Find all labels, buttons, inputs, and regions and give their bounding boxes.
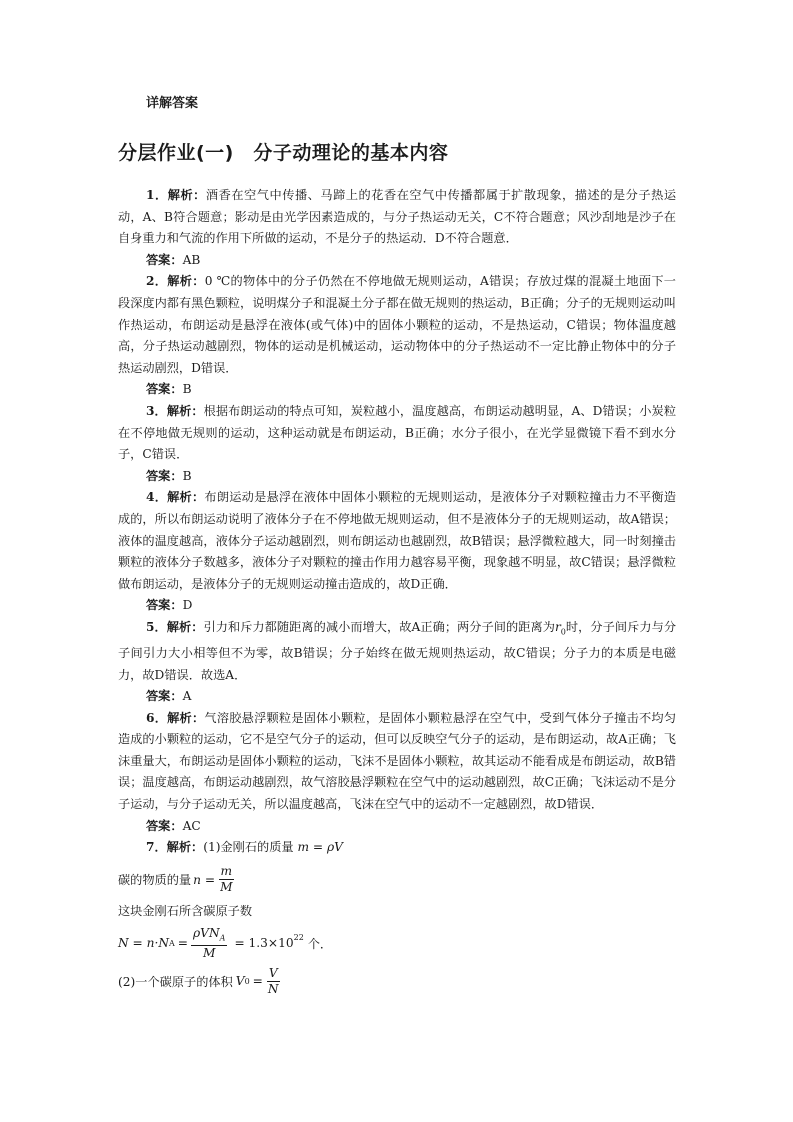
answer-label: 答案： xyxy=(146,598,183,613)
question-number: 5． xyxy=(146,619,167,634)
mole-text: 碳的物质的量 xyxy=(118,873,192,888)
analysis-label: 解析： xyxy=(167,490,205,505)
mass-formula: m = ρV xyxy=(297,840,343,855)
answer-value: B xyxy=(182,468,192,483)
count-result: = 1.3×10 xyxy=(234,936,294,951)
analysis-label: 解析： xyxy=(166,619,204,634)
solution-6 xyxy=(118,708,676,816)
count-numerator-text: ρVN xyxy=(193,925,220,940)
mole-numerator: m xyxy=(220,864,233,879)
mole-formula-line xyxy=(118,863,676,897)
question-number: 3． xyxy=(146,403,167,418)
atom-volume-fraction xyxy=(266,966,281,997)
question-number: 4． xyxy=(146,490,168,505)
answer-label: 答案： xyxy=(146,689,183,704)
question-number: 6． xyxy=(146,710,168,725)
analysis-label: 解析： xyxy=(166,403,204,418)
atom-volume-denominator: N xyxy=(267,981,279,996)
answer-label: 答案： xyxy=(146,818,183,833)
answer-3 xyxy=(146,466,676,488)
count-exponent: 22 xyxy=(293,932,304,942)
analysis-label: 解析： xyxy=(167,188,206,202)
count-denominator: M xyxy=(202,946,216,961)
part2-lhs: V xyxy=(235,974,245,989)
analysis-text: 根据布朗运动的特点可知，炭粒越小，温度越高，布朗运动越明显，A、D错误；小炭粒在不停地做无规则的运动，这种运动就是布朗运动，B正确；水分子很小，在光学显微镜下看不到水分子，C错误． xyxy=(118,403,677,462)
count-fraction xyxy=(191,926,227,961)
question-number: 2． xyxy=(146,274,168,289)
count-unit: 个． xyxy=(303,936,333,951)
analysis-text-cont: 时，分子间斥力与分子间引力大小相等但不为零，故B错误；分子始终在做无规则热运动，故C错误；分子力的本质是电磁力，故D错误．故选A． xyxy=(118,619,677,682)
mole-lhs: n = xyxy=(193,872,216,887)
analysis-text: 酒香在空气中传播、马蹄上的花香在空气中传播都属于扩散现象，描述的是分子热运动，A、B符合题意；影动是由光学因素造成的，与分子热运动无关，C不符合题意；风沙刮地是沙子在自身重力和气流的作用下所做的运动，不是分子的热运动．D不符合题意． xyxy=(118,188,677,246)
page-title: 分层作业(一) 分子动理论的基本内容 xyxy=(118,142,449,164)
answer-label: 答案： xyxy=(146,382,183,397)
answer-5 xyxy=(146,686,676,708)
part2-lhs-sub: 0 xyxy=(244,976,250,986)
analysis-text: 布朗运动是悬浮在液体中固体小颗粒的无规则运动，是液体分子对颗粒撞击力不平衡造成的，所以布朗运动说明了液体分子在不停地做无规则运动，但不是液体分子的无规则运动，故A错误；液体的温度越高，液体分子运动越剧烈，则布朗运动也越剧烈，故B错误；悬浮微粒越大，同一时刻撞击颗粒的液体分子数越多，液体分子对颗粒的撞击作用力越容易平衡，现象越不明显，故C错误；悬浮微粒做布朗运动，是液体分子的无规则运动撞击造成的，故D正确． xyxy=(118,490,677,591)
answer-label: 答案： xyxy=(146,252,183,267)
question-number: 1． xyxy=(146,188,168,202)
answer-value: AC xyxy=(182,818,201,833)
analysis-text: 0 ℃的物体中的分子仍然在不停地做无规则运动，A错误；存放过煤的混凝土地面下一段深度内都有黑色颗粒，说明煤分子和混凝土分子都在做无规则的热运动，B正确；分子的无规则运动叫作热运动，布朗运动是悬浮在液体(或气体)中的固体小颗粒的运动，不是热运动，C错误；物体温度越高，分子热运动越剧烈，物体的运动是机械运动，运动物体中的分子热运动不一定比静止物体中的分子热运动剧烈，D错误． xyxy=(118,274,676,375)
count-numerator xyxy=(191,926,227,946)
part1-text: (1)金刚石的质量 xyxy=(203,840,294,855)
count-lhs: N = n·N xyxy=(118,936,170,951)
analysis-text: 引力和斥力都随距离的减小而增大，故A正确；两分子间的距离为 xyxy=(203,619,555,634)
r0-subscript: 0 xyxy=(560,627,566,637)
solution-2 xyxy=(118,271,676,379)
solution-5 xyxy=(118,617,676,686)
analysis-label: 解析： xyxy=(167,274,205,289)
count-numerator-sub: A xyxy=(219,933,226,943)
solution-1 xyxy=(118,185,676,250)
solution-3 xyxy=(118,401,676,466)
answer-label: 答案： xyxy=(146,468,183,483)
answer-1 xyxy=(146,250,676,272)
atom-volume-numerator: V xyxy=(268,965,278,980)
mole-denominator: M xyxy=(220,880,233,895)
answer-value: AB xyxy=(182,252,201,267)
analysis-label: 解析： xyxy=(167,710,205,725)
part2-equals: = xyxy=(252,974,263,989)
answer-value: D xyxy=(182,598,193,613)
count-lhs-sub: A xyxy=(169,938,175,948)
question-number: 7． xyxy=(146,840,167,855)
mole-fraction xyxy=(218,864,234,895)
analysis-text: 气溶胶悬浮颗粒是固体小颗粒，是固体小颗粒悬浮在空气中，受到气体分子撞击不均匀造成的小颗粒的运动，它不是空气分子的运动，但可以反映空气分子的运动，是布朗运动，故A正确；飞沫重量大，布朗运动是固体小颗粒的运动，飞沫不是固体小颗粒，故其运动不能看成是布朗运动，故B错误；温度越高，布朗运动越剧烈，故气溶胶悬浮颗粒在空气中的运动越剧烈，故C正确；飞沫运动不是分子运动，与分子运动无关，所以温度越高，飞沫在空气中的运动不一定越剧烈，故D错误． xyxy=(118,710,677,812)
answer-value: A xyxy=(182,689,192,704)
answer-2 xyxy=(146,379,676,401)
answer-value: B xyxy=(182,382,192,397)
atom-volume-line xyxy=(118,964,676,998)
count-equals: = xyxy=(177,936,189,951)
answer-6 xyxy=(146,816,676,838)
solution-4 xyxy=(118,487,676,595)
answer-4 xyxy=(146,595,676,617)
solution-7 xyxy=(118,837,676,859)
analysis-label: 解析： xyxy=(166,840,204,855)
count-text: 这块金刚石所含碳原子数 xyxy=(118,903,253,918)
count-formula-line xyxy=(118,926,676,960)
answer-page xyxy=(118,92,676,1002)
r0-symbol: r xyxy=(554,619,561,634)
section-header: 详解答案 xyxy=(146,96,199,111)
part2-text: (2)一个碳原子的体积 xyxy=(118,974,233,989)
